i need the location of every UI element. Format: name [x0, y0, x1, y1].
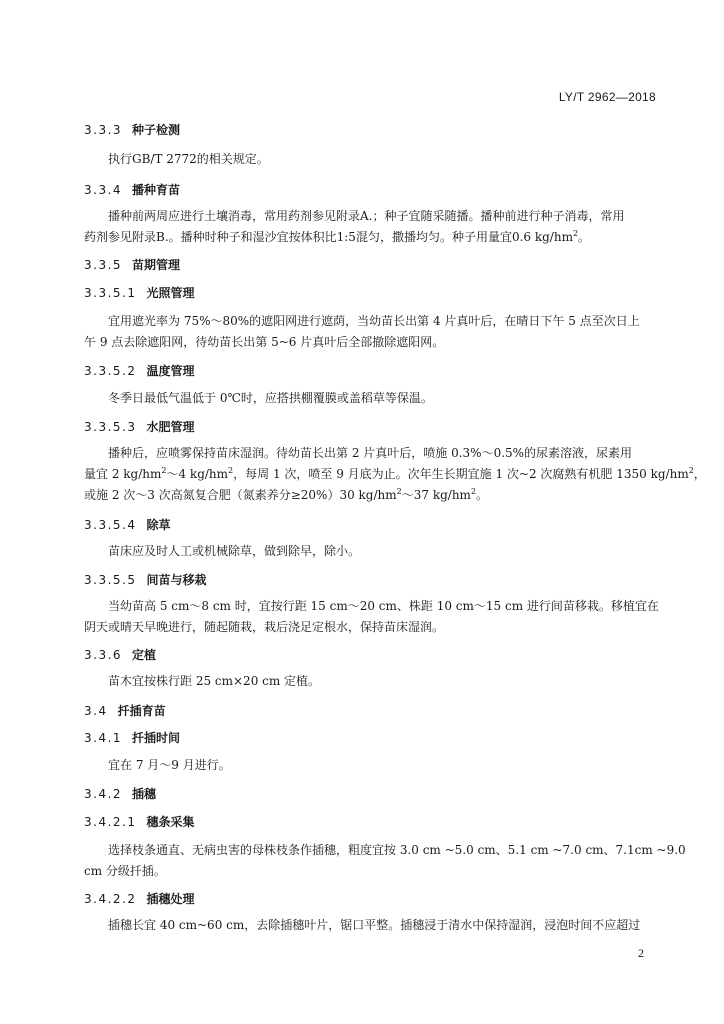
section-number: 3.3.6 — [84, 648, 123, 662]
section-title: 苗期管理 — [132, 258, 181, 272]
superscript: 2 — [572, 229, 579, 238]
section-number: 3.3.5 — [84, 258, 123, 272]
standard-number: LY/T 2962—2018 — [558, 90, 656, 104]
section-heading — [84, 362, 195, 379]
text-run: 。 — [578, 230, 591, 244]
paragraph-line: cm 分级扦插。 — [84, 864, 166, 878]
superscript: 2 — [470, 487, 477, 496]
text-run: ，每周 1 次，喷至 9 月底为止。次年生长期宜施 1 次~2 次腐熟有机肥 1350 kg/hm — [233, 467, 689, 481]
section-title: 温度管理 — [146, 364, 195, 378]
section-number: 3.3.5.5 — [84, 573, 137, 587]
superscript: 2 — [688, 466, 694, 475]
paragraph-line: 阴天或晴天早晚进行，随起随栽，栽后浇足定根水，保持苗床湿润。 — [84, 620, 445, 634]
paragraph-line — [84, 228, 658, 245]
section-heading — [84, 516, 171, 533]
section-title: 插穗处理 — [146, 892, 195, 906]
text-run: 量宜 2 kg/hm — [84, 467, 162, 481]
paragraph-line: 午 9 点去除遮阳网，待幼苗长出第 5~6 片真叶后全部撤除遮阳网。 — [84, 335, 445, 349]
section-heading — [84, 418, 195, 435]
section-heading — [84, 729, 180, 746]
paragraph: 执行GB/T 2772的相关规定。 — [108, 152, 269, 166]
paragraph: 苗木宜按株行距 25 cm×20 cm 定植。 — [108, 674, 321, 688]
section-heading — [84, 284, 195, 301]
section-number: 3.3.3 — [84, 123, 123, 137]
paragraph: 宜在 7 月～9 月进行。 — [108, 758, 231, 772]
section-number: 3.4.2 — [84, 787, 123, 801]
section-title: 水肥管理 — [146, 420, 195, 434]
section-number: 3.3.5.3 — [84, 420, 137, 434]
section-title: 播种育苗 — [132, 183, 181, 197]
paragraph-line: 当幼苗高 5 cm～8 cm 时，宜按行距 15 cm～20 cm、株距 10 cm～15 cm 进行间苗移栽。移植宜在 — [108, 599, 659, 613]
section-heading — [84, 181, 180, 198]
text-run: 。 — [476, 488, 489, 502]
text-run: ～37 kg/hm — [401, 488, 471, 502]
section-number: 3.4.1 — [84, 731, 123, 745]
paragraph: 冬季日最低气温低于 0℃时，应搭拱棚覆膜或盖稻草等保温。 — [108, 391, 433, 405]
section-heading — [84, 256, 180, 273]
section-number: 3.3.5.2 — [84, 364, 137, 378]
section-title: 插穗 — [132, 787, 157, 801]
section-title: 穗条采集 — [146, 815, 195, 829]
paragraph-line: 选择枝条通直、无病虫害的母株枝条作插穗，粗度宜按 3.0 cm ~5.0 cm、5.1 cm ~7.0 cm、7.1cm ~9.0 — [108, 843, 686, 857]
section-number: 3.4.2.2 — [84, 892, 137, 906]
section-number: 3.3.5.4 — [84, 518, 137, 532]
section-number: 3.4.2.1 — [84, 815, 137, 829]
paragraph-line — [84, 486, 658, 503]
section-title: 定植 — [132, 648, 157, 662]
section-heading — [84, 813, 195, 830]
section-heading — [84, 785, 156, 802]
section-title: 间苗与移栽 — [146, 573, 207, 587]
section-title: 扦插育苗 — [117, 704, 166, 718]
superscript: 2 — [161, 466, 167, 475]
section-number: 3.3.4 — [84, 183, 123, 197]
text-run: ， — [693, 467, 706, 481]
section-number: 3.4 — [84, 704, 108, 718]
section-title: 除草 — [146, 518, 171, 532]
superscript: 2 — [228, 466, 234, 475]
section-number: 3.3.5.1 — [84, 286, 137, 300]
paragraph-line: 播种前两周应进行土壤消毒，常用药剂参见附录A.；种子宜随采随播。播种前进行种子消毒，常用 — [108, 209, 625, 223]
text-run: ～4 kg/hm — [166, 467, 229, 481]
section-heading — [84, 121, 180, 138]
paragraph: 苗床应及时人工或机械除草，做到除早，除小。 — [108, 544, 361, 558]
section-heading — [84, 702, 166, 719]
paragraph-line: 插穗长宜 40 cm~60 cm，去除插穗叶片，锯口平整。插穗浸于清水中保持湿润，浸泡时间不应超过 — [108, 918, 641, 932]
superscript: 2 — [396, 487, 402, 496]
section-title: 种子检测 — [132, 123, 181, 137]
text-run: 药剂参见附录B.。播种时种子和湿沙宜按体积比1:5混匀，撒播均匀。种子用量宜0.6 kg/hm — [84, 230, 573, 244]
paragraph-line — [84, 465, 706, 482]
page-number: 2 — [638, 946, 644, 960]
section-heading — [84, 571, 207, 588]
section-heading — [84, 890, 195, 907]
section-title: 光照管理 — [146, 286, 195, 300]
paragraph-line: 宜用遮光率为 75%～80%的遮阳网进行遮荫，当幼苗长出第 4 片真叶后，在晴日下午 5 点至次日上 — [108, 314, 640, 328]
section-title: 扦插时间 — [132, 731, 181, 745]
paragraph-line: 播种后，应喷雾保持苗床湿润。待幼苗长出第 2 片真叶后，喷施 0.3%～0.5%的尿素溶液，尿素用 — [108, 446, 633, 460]
section-heading — [84, 646, 156, 663]
text-run: 或施 2 次～3 次高氮复合肥（氮素养分≥20%）30 kg/hm — [84, 488, 397, 502]
